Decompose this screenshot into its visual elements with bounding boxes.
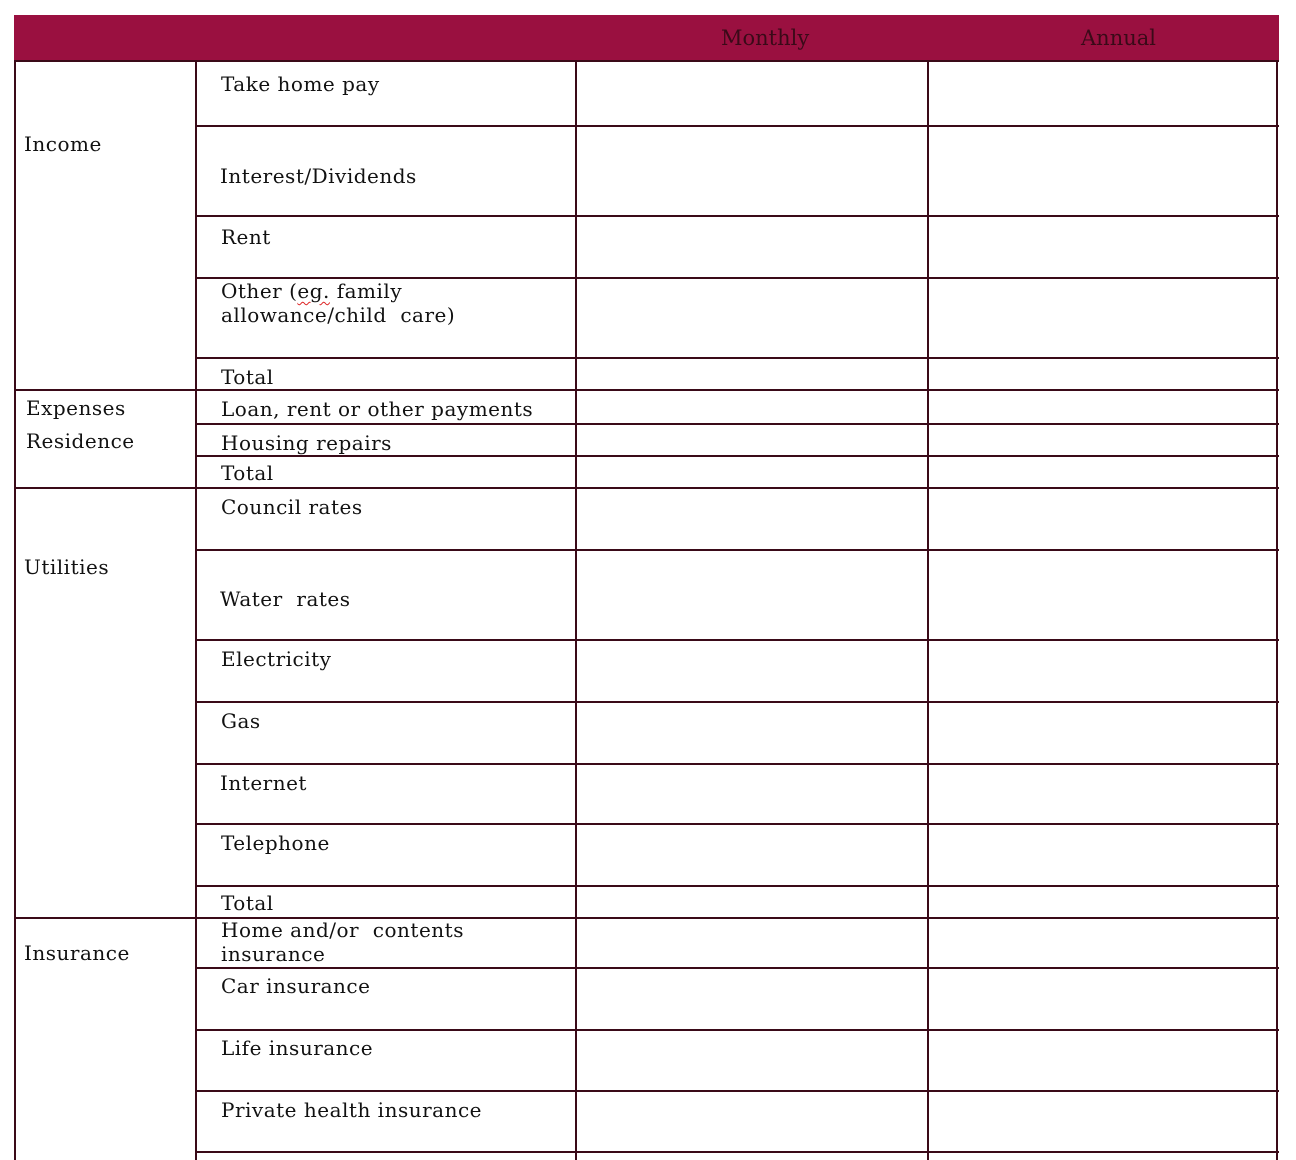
row-other-line1 — [221, 279, 402, 303]
row-private-health: Private health insurance — [221, 1098, 483, 1122]
row-other-prefix: Other ( — [221, 279, 298, 303]
grid-hline — [14, 917, 1279, 919]
row-other-eg: eg. — [297, 279, 330, 303]
column-header-monthly: Monthly — [721, 26, 810, 50]
budget-table — [14, 15, 1279, 1160]
grid-vline — [195, 62, 197, 1160]
grid-vline — [14, 62, 16, 1160]
row-other-suffix: family — [329, 279, 403, 303]
row-utilities-total: Total — [221, 891, 274, 915]
grid-hline — [195, 639, 1279, 641]
row-home-contents-line1: Home and/or contents — [221, 918, 464, 942]
grid-hline — [195, 125, 1279, 127]
row-residence-total: Total — [221, 461, 274, 485]
row-housing-repairs: Housing repairs — [221, 431, 392, 455]
row-take-home-pay: Take home pay — [221, 72, 380, 96]
row-internet: Internet — [220, 771, 307, 795]
grid-hline — [195, 1029, 1279, 1031]
category-insurance: Insurance — [24, 941, 130, 965]
row-electricity: Electricity — [221, 647, 332, 671]
category-income: Income — [24, 132, 102, 156]
row-water-rates: Water rates — [220, 587, 351, 611]
grid-hline — [195, 1151, 1279, 1153]
row-home-contents-line2: insurance — [221, 942, 326, 966]
grid-hline — [195, 423, 1279, 425]
row-other-line2: allowance/child care) — [221, 303, 456, 327]
grid-hline — [195, 357, 1279, 359]
grid-hline — [195, 885, 1279, 887]
grid-vline — [927, 62, 929, 1160]
table-header-bar — [14, 15, 1279, 62]
grid-hline — [195, 215, 1279, 217]
grid-hline — [195, 823, 1279, 825]
row-loan-rent: Loan, rent or other payments — [221, 397, 534, 421]
row-telephone: Telephone — [221, 831, 330, 855]
grid-hline — [195, 967, 1279, 969]
row-income-total: Total — [221, 365, 274, 389]
row-gas: Gas — [221, 709, 261, 733]
category-residence: Residence — [26, 429, 135, 453]
row-interest-dividends: Interest/Dividends — [220, 164, 417, 188]
row-car-insurance: Car insurance — [221, 974, 371, 998]
category-expenses: Expenses — [26, 396, 126, 420]
row-council-rates: Council rates — [221, 495, 363, 519]
grid-vline — [575, 62, 577, 1160]
grid-hline — [195, 763, 1279, 765]
row-life-insurance: Life insurance — [221, 1036, 374, 1060]
grid-vline — [1276, 62, 1278, 1160]
column-header-annual: Annual — [1081, 26, 1156, 50]
grid-hline — [195, 549, 1279, 551]
row-rent: Rent — [221, 225, 271, 249]
grid-hline — [195, 1090, 1279, 1092]
grid-hline — [14, 389, 1279, 391]
grid-hline — [195, 455, 1279, 457]
grid-hline — [195, 701, 1279, 703]
grid-hline — [14, 487, 1279, 489]
category-utilities: Utilities — [24, 555, 110, 579]
